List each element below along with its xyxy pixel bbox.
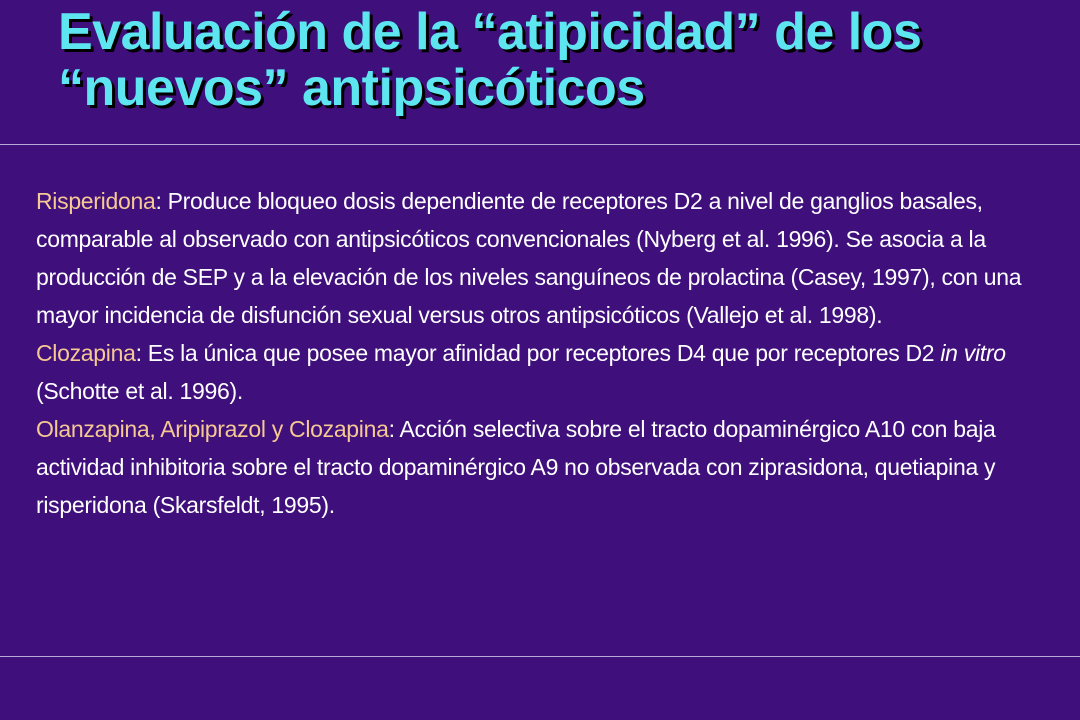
separator: : xyxy=(155,188,168,214)
paragraph-text: Acción selectiva sobre el tracto dopaminérgico A10 con baja actividad inhibitoria sobre el tracto dopaminérgico A9 no observada con ziprasidona, quetiapina y risperidona (Skarsfeldt, 1995). xyxy=(36,416,996,518)
separator: : xyxy=(135,340,148,366)
italic-term: in vitro xyxy=(940,340,1006,366)
drug-name-clozapina: Clozapina xyxy=(36,340,136,366)
paragraph-text: Produce bloqueo dosis dependiente de receptores D2 a nivel de ganglios basales, comparable al observado con antipsicóticos convencionales (Nyberg et al. 1996). Se asocia a la producción de SEP y a la elevación de los niveles sanguíneos de prolactina (Casey, 1997), con una mayor incidencia de disfunción sexual versus otros antipsicóticos (Vallejo et al. 1998). xyxy=(36,188,1022,328)
slide-body xyxy=(36,182,1066,524)
drug-name-risperidona: Risperidona xyxy=(36,188,156,214)
paragraph-olanzapina xyxy=(36,410,1066,524)
title-line-1: Evaluación de la “atipicidad” de los xyxy=(58,3,922,61)
paragraph-text: Es la única que posee mayor afinidad por receptores D4 que por receptores D2 xyxy=(147,340,941,366)
title-line-2: “nuevos” antipsicóticos xyxy=(58,59,645,117)
top-divider xyxy=(0,144,1080,145)
paragraph-risperidona xyxy=(36,182,1066,334)
paragraph-text: (Schotte et al. 1996). xyxy=(36,378,243,404)
bottom-divider xyxy=(0,656,1080,657)
separator: : xyxy=(388,416,400,442)
drug-name-olanzapina: Olanzapina, Aripiprazol y Clozapina xyxy=(36,416,389,442)
paragraph-clozapina xyxy=(36,334,1066,410)
slide-title xyxy=(58,4,1058,116)
